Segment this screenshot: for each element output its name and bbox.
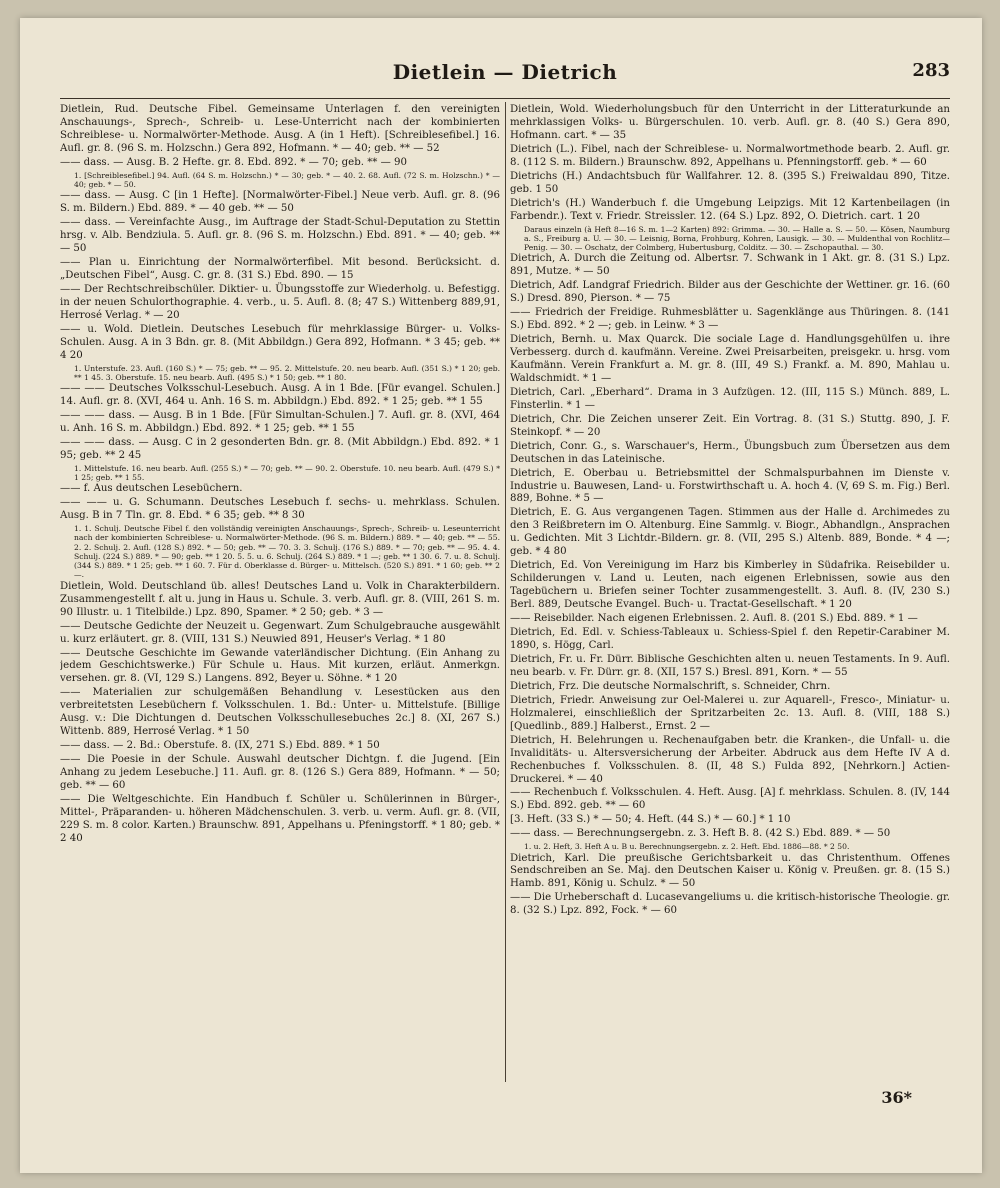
bibliography-entry: —— Materialien zur schulgemäßen Behandlung v. Lesestücken aus den verbreitetsten Lesebüchern f. Volksschulen. 1. Bd.: Unter- u. Mittelstufe. [Billige Ausg. v.: Die Dichtungen d. Deutschen Volksschullesebuches 2c.] 8. (XI, 267 S.) Wittenb. 889, Herrosé Verlag. * 1 50 [60, 687, 500, 738]
bibliography-entry: Dietlein, Wold. Deutschland üb. alles! Deutsches Land u. Volk in Charakterbildern. Zusammengestellt f. alt u. jung in Haus u. Schule. 3. verb. Aufl. gr. 8. (VIII, 261 S. m. 90 Illustr. u. 1 Titelbilde.) Lpz. 890, Spamer. * 2 50; geb. * 3 — [60, 580, 500, 618]
bibliography-entry: Dietrich, A. Durch die Zeitung od. Albertsr. 7. Schwank in 1 Akt. gr. 8. (31 S.) Lpz. 891, Mutze. * — 50 [510, 253, 950, 278]
entry-subdetail: 1. u. 2. Heft, 3. Heft A u. B u. Berechnungsergebn. z. 2. Heft. Ebd. 1886—88. * 2 50. [524, 842, 850, 852]
bibliography-entry: Dietrich (L.). Fibel, nach der Schreiblese- u. Normalwortmethode bearb. 2. Aufl. gr. 8. (112 S. m. Bildern.) Braunschw. 892, Appelhans u. Pfenningstorff. geb. * — 60 [510, 143, 950, 168]
bibliography-entry: —— dass. — Ausg. C [in 1 Hefte]. [Normalwörter-Fibel.] Neue verb. Aufl. gr. 8. (96 S. m. Bildern.) Ebd. 889. * — 40 geb. ** — 50 [60, 190, 500, 215]
bibliography-entry: —— Die Weltgeschichte. Ein Handbuch f. Schüler u. Schülerinnen in Bürger-, Mittel-, Präparanden- u. höheren Mädchenschulen. 3. verb. u. verm. Aufl. gr. 8. (VII, 229 S. m. 8 color. Karten.) Braunschw. 891, Appelhans u. Pfeningstorff. * 1 80; geb. * 2 40 [60, 793, 500, 844]
bibliography-entry: —— Deutsche Geschichte im Gewande vaterländischer Dichtung. (Ein Anhang zu jedem Geschichtswerke.) Für Schule u. Haus. Mit kurzen, erläut. Anmerkgn. versehen. gr. 8. (VI, 129 S.) Langens. 892, Beyer u. Söhne. * 1 20 [60, 647, 500, 685]
entry-subdetail: 1. 1. Schulj. Deutsche Fibel f. den vollständig vereinigten Anschauungs-, Sprech-, Schreib- u. Leseunterricht nach der kombinierten Schreiblese- u. Normalwörter-Methode. (96 S. m. Bildern.) 889. * — 40; geb. ** — 55. 2. 2. Schulj. 2. Aufl. (128 S.) 892. * — 50; geb. ** — 70. 3. 3. Schulj. (176 S.) 889. * — 70; geb. ** — 95. 4. 4. Schulj. (224 S.) 889. * — 90; geb. ** 1 20. 5. 5. u. 6. Schulj. (264 S.) 889. * 1 —; geb. ** 1 30. 6. 7. u. 8. Schulj. (344 S.) 889. * 1 25; geb. ** 1 60. 7. Für d. Oberklasse d. Bürger- u. Mittelsch. (520 S.) 891. * 1 60; geb. ** 2 —. [74, 524, 500, 580]
bibliography-entry: —— Die Poesie in der Schule. Auswahl deutscher Dichtgn. f. die Jugend. [Ein Anhang zu jedem Lesebuche.] 11. Aufl. gr. 8. (126 S.) Gera 889, Hofmann. * — 50; geb. ** — 60 [60, 754, 500, 792]
bibliography-entry: Dietrich, Adf. Landgraf Friedrich. Bilder aus der Geschichte der Wettiner. gr. 16. (60 S.) Dresd. 890, Pierson. * — 75 [510, 280, 950, 305]
entry-subdetail: Daraus einzeln (à Heft 8—16 S. m. 1—2 Karten) 892: Grimma. — 30. — Halle a. S. — 50. — Kösen, Naumburg a. S., Freiburg a. U. — 30. — Leisnig, Borna, Frohburg, Kohren, Lausigk. — 30. — Muldenthal von Rochlitz—Penig. — 30. — Oschatz, der Colmberg, Hubertusburg, Colditz. — 30. — Zschopauthal. — 30. [524, 224, 950, 253]
bibliography-entry: Dietrich, H. Belehrungen u. Rechenaufgaben betr. die Kranken-, die Unfall- u. die Invaliditäts- u. Altersversicherung der Arbeiter. Abdruck aus dem Hefte IV A d. Rechenbuches f. Volksschulen. 8. (II, 48 S.) Fulda 892, [Nehrkorn.] Actien-Druckerei. * — 40 [510, 734, 950, 785]
bibliography-entry: —— u. Wold. Dietlein. Deutsches Lesebuch für mehrklassige Bürger- u. Volks-Schulen. Ausg. A in 3 Bdn. gr. 8. (Mit Abbildgn.) Gera 892, Hofmann. * 3 45; geb. ** 4 20 [60, 323, 500, 361]
page-number: 283 [912, 60, 950, 81]
entry-subdetail: 1. Mittelstufe. 16. neu bearb. Aufl. (255 S.) * — 70; geb. ** — 90. 2. Oberstufe. 10. neu bearb. Aufl. (479 S.) * 1 25; geb. ** 1 55. [74, 463, 500, 483]
bibliography-entry: Dietrich, Karl. Die preußische Gerichtsbarkeit u. das Christenthum. Offenes Sendschreiben an Se. Maj. den Deutschen Kaiser u. König v. Preußen. gr. 8. (15 S.) Hamb. 891, König u. Schulz. * — 50 [510, 852, 950, 890]
bibliography-entry: —— Plan u. Einrichtung der Normalwörterfibel. Mit besond. Berücksicht. d. „Deutschen Fibel“, Ausg. C. gr. 8. (31 S.) Ebd. 890. — 15 [60, 257, 500, 281]
bibliography-entry: Dietrich, Friedr. Anweisung zur Oel-Malerei u. zur Aquarell-, Fresco-, Miniatur- u. Holzmalerei, einschließlich der Spritzarbeiten 2c. 13. Aufl. 8. (VIII, 188 S.) [Quedlinb., 889.] Halberst., Ernst. 2 — [510, 694, 950, 732]
bibliography-entry: Dietrich, Frz. Die deutsche Normalschrift, s. Schneider, Chrn. [510, 680, 831, 692]
bibliography-entry: —— Friedrich der Freidige. Ruhmesblätter u. Sagenklänge aus Thüringen. 8. (141 S.) Ebd. 892. * 2 —; geb. in Leinw. * 3 — [510, 307, 950, 332]
bibliography-entry: —— —— dass. — Ausg. B in 1 Bde. [Für Simultan-Schulen.] 7. Aufl. gr. 8. (XVI, 464 u. Anh. 16 S. m. Abbildgn.) Ebd. 892. * 1 25; geb. ** 1 55 [60, 410, 500, 435]
bibliography-entry: Dietrich, Bernh. u. Max Quarck. Die sociale Lage d. Handlungsgehülfen u. ihre Verbesserg. durch d. kaufmänn. Vereine. Zwei Preisarbeiten, preisgekr. u. hrsg. vom Kaufmänn. Verein Frankfurt a. M. gr. 8. (III, 49 S.) Frankf. a. M. 890, Mahlau u. Waldschmidt. * 1 — [510, 334, 950, 384]
bibliography-entry: —— —— Deutsches Volksschul-Lesebuch. Ausg. A in 1 Bde. [Für evangel. Schulen.] 14. Aufl. gr. 8. (XVI, 464 u. Anh. 16 S. m. Abbildgn.) Ebd. 892. * 1 25; geb. ** 1 55 [60, 383, 500, 408]
bibliography-entry: —— f. Aus deutschen Lesebüchern. [60, 483, 243, 495]
bibliography-entry: [3. Heft. (33 S.) * — 50; 4. Heft. (44 S.) * — 60.] * 1 10 [510, 814, 791, 826]
entry-subdetail: 1. [Schreiblesefibel.] 94. Aufl. (64 S. m. Holzschn.) * — 30; geb. * — 40. 2. 68. Aufl. (72 S. m. Holzschn.) * — 40; geb. * — 50. [74, 170, 500, 190]
right-column [510, 104, 950, 1104]
page-title: Dietlein — Dietrich [392, 60, 618, 84]
bibliography-entry: Dietrich's (H.) Wanderbuch f. die Umgebung Leipzigs. Mit 12 Kartenbeilagen (in Farbendr.). Text v. Friedr. Streissler. 12. (64 S.) Lpz. 892, O. Dietrich. cart. 1 20 [510, 197, 950, 222]
bibliography-entry: —— Reisebilder. Nach eigenen Erlebnissen. 2. Aufl. 8. (201 S.) Ebd. 889. * 1 — [510, 613, 918, 625]
bibliography-entry: Dietlein, Wold. Wiederholungsbuch für den Unterricht in der Litteraturkunde an mehrklassigen Volks- u. Bürgerschulen. 10. verb. Aufl. gr. 8. (40 S.) Gera 890, Hofmann. cart. * — 35 [510, 104, 950, 141]
bibliography-entry: Dietrich, Carl. „Eberhard“. Drama in 3 Aufzügen. 12. (III, 115 S.) Münch. 889, L. Finsterlin. * 1 — [510, 386, 950, 411]
left-column [60, 104, 500, 1104]
bibliography-entry: Dietrich, Ed. Edl. v. Schiess-Tableaux u. Schiess-Spiel f. den Repetir-Carabiner M. 1890, s. Högg, Carl. [510, 627, 950, 651]
bibliography-entry: —— dass. — Vereinfachte Ausg., im Auftrage der Stadt-Schul-Deputation zu Stettin hrsg. v. Alb. Bendziula. 5. Aufl. gr. 8. (96 S. m. Holzschn.) Ebd. 891. * — 40; geb. ** — 50 [60, 217, 500, 255]
bibliography-entry: —— —— dass. — Ausg. C in 2 gesonderten Bdn. gr. 8. (Mit Abbildgn.) Ebd. 892. * 1 95; geb. ** 2 45 [60, 436, 500, 461]
bibliography-entry: —— dass. — Ausg. B. 2 Hefte. gr. 8. Ebd. 892. * — 70; geb. ** — 90 [60, 156, 408, 168]
bibliography-entry: Dietrich, Fr. u. Fr. Dürr. Biblische Geschichten alten u. neuen Testaments. In 9. Aufl. neu bearb. v. Fr. Dürr. gr. 8. (XII, 157 S.) Bresl. 891, Korn. * — 55 [510, 653, 950, 678]
bibliography-entry: Dietrich, Conr. G., s. Warschauer's, Herm., Übungsbuch zum Übersetzen aus dem Deutschen in das Lateinische. [510, 440, 950, 465]
bibliography-entry: Dietrichs (H.) Andachtsbuch für Wallfahrer. 12. 8. (395 S.) Freiwaldau 890, Titze. geb. 1 50 [510, 170, 950, 195]
page-header [60, 60, 950, 90]
bibliography-entry: Dietrich, Ed. Von Vereinigung im Harz bis Kimberley in Südafrika. Reisebilder u. Schilderungen v. Land u. Leuten, nach eigenen Erlebnissen, sowie aus den Tagebüchern u. Briefen seiner Tochter zusammengestellt. 3. Aufl. 8. (IV, 230 S.) Berl. 889, Deutsche Evangel. Buch- u. Tractat-Gesellschaft. * 1 20 [510, 560, 950, 611]
bibliography-entry: —— Rechenbuch f. Volksschulen. 4. Heft. Ausg. [A] f. mehrklass. Schulen. 8. (IV, 144 S.) Ebd. 892. geb. ** — 60 [510, 787, 950, 812]
entry-subdetail: 1. Unterstufe. 23. Aufl. (160 S.) * — 75; geb. ** — 95. 2. Mittelstufe. 20. neu bearb. Aufl. (351 S.) * 1 20; geb. ** 1 45. 3. Oberstufe. 15. neu bearb. Aufl. (495 S.) * 1 50; geb. ** 1 80. [74, 363, 500, 382]
bibliography-entry: —— Der Rechtschreibschüler. Diktier- u. Übungsstoffe zur Wiederholg. u. Befestigg. in der neuen Schulorthographie. 4. verb., u. 5. Aufl. 8. (8; 47 S.) Wittenberg 889,91, Herrosé Verlag. * — 20 [60, 283, 500, 321]
bibliography-entry: Dietrich, E. G. Aus vergangenen Tagen. Stimmen aus der Halle d. Archimedes zu den 3 Reißbretern im O. Altenburg. Eine Sammlg. v. Biogr., Abhandlgn., Ansprachen u. Gedichten. Mit 3 Lichtdr.-Bildern. gr. 8. (VII, 295 S.) Altenb. 889, Bonde. * 4 —; geb. * 4 80 [510, 507, 950, 558]
document-page [20, 18, 982, 1173]
bibliography-entry: —— Deutsche Gedichte der Neuzeit u. Gegenwart. Zum Schulgebrauche ausgewählt u. kurz erläutert. gr. 8. (VIII, 131 S.) Neuwied 891, Heuser's Verlag. * 1 80 [60, 620, 500, 645]
header-rule [60, 98, 950, 99]
bibliography-entry: —— dass. — 2. Bd.: Oberstufe. 8. (IX, 271 S.) Ebd. 889. * 1 50 [60, 740, 380, 752]
bibliography-entry: Dietlein, Rud. Deutsche Fibel. Gemeinsame Unterlagen f. den vereinigten Anschauungs-, Sprech-, Schreib- u. Lese-Unterricht nach der kombinierten Schreiblese- u. Normalwörter-Methode. Ausg. A (in 1 Heft). [Schreiblesefibel.] 16. Aufl. gr. 8. (96 S. m. Holzschn.) Gera 892, Hofmann. * — 40; geb. ** — 52 [60, 104, 500, 154]
bibliography-entry: —— Die Urheberschaft d. Lucasevangeliums u. die kritisch-historische Theologie. gr. 8. (32 S.) Lpz. 892, Fock. * — 60 [510, 892, 950, 917]
bibliography-entry: —— dass. — Berechnungsergebn. z. 3. Heft B. 8. (42 S.) Ebd. 889. * — 50 [510, 828, 891, 840]
column-divider [505, 102, 506, 1082]
bibliography-entry: —— —— u. G. Schumann. Deutsches Lesebuch f. sechs- u. mehrklass. Schulen. Ausg. B in 7 Tln. gr. 8. Ebd. * 6 35; geb. ** 8 30 [60, 497, 500, 522]
signature-mark: 36* [881, 1088, 912, 1107]
bibliography-entry: Dietrich, Chr. Die Zeichen unserer Zeit. Ein Vortrag. 8. (31 S.) Stuttg. 890, J. F. Steinkopf. * — 20 [510, 413, 950, 438]
bibliography-entry: Dietrich, E. Oberbau u. Betriebsmittel der Schmalspurbahnen im Dienste v. Industrie u. Bauwesen, Land- u. Forstwirthschaft u. A. hoch 4. (V, 69 S. m. Fig.) Berl. 889, Bohne. * 5 — [510, 467, 950, 505]
